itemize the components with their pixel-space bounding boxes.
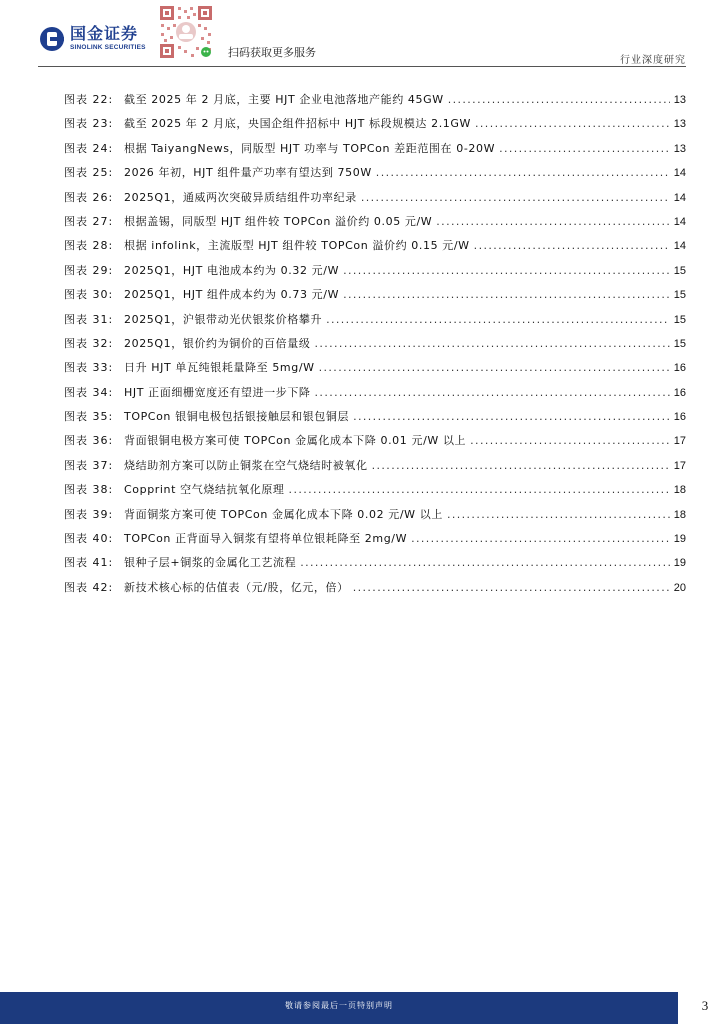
toc-entry-label: 图表 31: — [64, 312, 114, 326]
toc-entry-page: 14 — [673, 191, 686, 204]
toc-entry-title: Copprint 空气烧结抗氧化原理 — [124, 483, 285, 497]
page-header — [0, 0, 724, 70]
toc-entry-label: 图表 26: — [64, 190, 114, 204]
footer-disclaimer: 敬请参阅最后一页特别声明 — [285, 1001, 393, 1010]
toc-entry[interactable] — [64, 581, 686, 605]
toc-entry-label: 图表 30: — [64, 288, 114, 302]
toc-dot-leader — [326, 313, 670, 327]
toc-dot-leader — [475, 117, 670, 131]
toc-dot-leader — [470, 434, 670, 448]
toc-entry[interactable] — [64, 313, 686, 337]
toc-entry-title: 烧结助剂方案可以防止铜浆在空气烧结时被氧化 — [124, 458, 368, 472]
toc-entry-label: 图表 32: — [64, 336, 114, 350]
toc-entry-page: 15 — [673, 264, 686, 277]
toc-dot-leader — [343, 288, 670, 302]
toc-entry-title: 根据 TaiyangNews，同版型 HJT 功率与 TOPCon 差距范围在 0-20W — [124, 141, 496, 155]
header-divider — [38, 66, 686, 67]
logo-english-name: SINOLINK SECURITIES — [70, 44, 146, 51]
toc-entry-title: 2025Q1，通威两次突破异质结组件功率纪录 — [124, 190, 357, 204]
toc-entry-page: 18 — [673, 508, 686, 521]
toc-entry-page: 14 — [673, 167, 686, 180]
toc-entry-page: 15 — [673, 289, 686, 302]
toc-entry-page: 16 — [673, 386, 686, 399]
toc-entry-title: 背面铜浆方案可使 TOPCon 金属化成本下降 0.02 元/W 以上 — [124, 507, 443, 521]
toc-entry-page: 17 — [673, 459, 686, 472]
toc-entry-title: 截至 2025 年 2 月底，央国企组件招标中 HJT 标段规模达 2.1GW — [124, 117, 471, 131]
toc-dot-leader — [448, 93, 670, 107]
toc-entry-label: 图表 40: — [64, 532, 114, 546]
toc-entry-label: 图表 35: — [64, 410, 114, 424]
toc-entry-title: TOPCon 银铜电极包括银接触层和银包铜层 — [124, 410, 350, 424]
toc-entry-page: 19 — [673, 533, 686, 546]
toc-entry-title: 截至 2025 年 2 月底，主要 HJT 企业电池落地产能约 45GW — [124, 93, 444, 106]
toc-entry[interactable] — [64, 532, 686, 556]
toc-entry-page: 20 — [673, 581, 686, 594]
toc-entry[interactable] — [64, 556, 686, 580]
toc-entry-title: 2025Q1，银价约为铜价的百倍量级 — [124, 336, 311, 350]
figure-list — [64, 93, 686, 605]
toc-dot-leader — [289, 483, 670, 497]
toc-entry-page: 15 — [673, 313, 686, 326]
toc-dot-leader — [411, 532, 670, 546]
report-category-label: 行业深度研究 — [620, 55, 686, 66]
toc-dot-leader — [436, 215, 669, 229]
toc-dot-leader — [353, 581, 670, 595]
toc-entry[interactable] — [64, 434, 686, 458]
logo-chinese-name: 国金证券 — [70, 24, 139, 43]
toc-entry[interactable] — [64, 93, 686, 117]
toc-entry-title: 2025Q1，HJT 组件成本约为 0.73 元/W — [124, 288, 340, 302]
toc-entry-page: 16 — [673, 362, 686, 375]
toc-entry-page: 13 — [673, 118, 686, 131]
toc-entry-page: 18 — [673, 484, 686, 497]
toc-entry-title: 银种子层+铜浆的金属化工艺流程 — [124, 556, 297, 570]
toc-entry-title: 背面银铜电极方案可使 TOPCon 金属化成本下降 0.01 元/W 以上 — [124, 434, 467, 448]
toc-entry-page: 19 — [673, 557, 686, 570]
toc-entry[interactable] — [64, 264, 686, 288]
toc-dot-leader — [315, 386, 670, 400]
toc-entry[interactable] — [64, 239, 686, 263]
toc-entry-title: 根据盖锡，同版型 HJT 组件较 TOPCon 溢价约 0.05 元/W — [124, 214, 433, 228]
toc-dot-leader — [376, 166, 670, 180]
toc-entry[interactable] — [64, 337, 686, 361]
logo-mark-icon — [40, 27, 64, 51]
toc-entry[interactable] — [64, 459, 686, 483]
toc-entry-label: 图表 36: — [64, 434, 114, 448]
toc-entry-label: 图表 25: — [64, 166, 114, 180]
toc-entry-title: 2025Q1，沪银带动光伏银浆价格攀升 — [124, 312, 323, 326]
toc-dot-leader — [499, 142, 670, 156]
brand-logo — [40, 26, 146, 52]
toc-entry-label: 图表 41: — [64, 556, 114, 570]
toc-entry-label: 图表 34: — [64, 385, 114, 399]
toc-dot-leader — [353, 410, 670, 424]
toc-entry-page: 16 — [673, 411, 686, 424]
toc-entry-label: 图表 29: — [64, 263, 114, 277]
toc-entry-label: 图表 24: — [64, 141, 114, 155]
qr-code-icon — [158, 4, 214, 60]
toc-entry-page: 14 — [673, 240, 686, 253]
toc-dot-leader — [372, 459, 670, 473]
toc-entry-label: 图表 42: — [64, 580, 114, 594]
toc-entry-label: 图表 27: — [64, 214, 114, 228]
toc-entry-label: 图表 28: — [64, 239, 114, 253]
toc-entry-page: 14 — [673, 215, 686, 228]
toc-entry[interactable] — [64, 215, 686, 239]
toc-entry[interactable] — [64, 386, 686, 410]
toc-dot-leader — [343, 264, 670, 278]
toc-dot-leader — [361, 191, 670, 205]
toc-entry-page: 13 — [673, 142, 686, 155]
toc-entry[interactable] — [64, 508, 686, 532]
toc-entry-page: 17 — [673, 435, 686, 448]
toc-entry[interactable] — [64, 117, 686, 141]
toc-entry-page: 13 — [673, 94, 686, 106]
toc-dot-leader — [447, 508, 670, 522]
toc-entry[interactable] — [64, 142, 686, 166]
toc-entry-label: 图表 23: — [64, 117, 114, 131]
toc-entry-title: 日升 HJT 单瓦纯银耗量降至 5mg/W — [124, 361, 315, 375]
toc-entry-title: HJT 正面细栅宽度还有望进一步下降 — [124, 385, 311, 399]
toc-dot-leader — [319, 361, 670, 375]
toc-entry[interactable] — [64, 483, 686, 507]
toc-entry-title: 2026 年初，HJT 组件量产功率有望达到 750W — [124, 166, 372, 180]
toc-entry-label: 图表 38: — [64, 483, 114, 497]
toc-entry[interactable] — [64, 191, 686, 215]
toc-entry-title: 根据 infolink，主流版型 HJT 组件较 TOPCon 溢价约 0.15 元/W — [124, 239, 470, 253]
toc-entry-title: 2025Q1，HJT 电池成本约为 0.32 元/W — [124, 263, 340, 277]
toc-entry[interactable] — [64, 361, 686, 385]
toc-entry-title: TOPCon 正背面导入铜浆有望将单位银耗降至 2mg/W — [124, 532, 408, 546]
toc-dot-leader — [300, 556, 670, 570]
toc-entry[interactable] — [64, 166, 686, 190]
toc-entry-label: 图表 39: — [64, 507, 114, 521]
toc-entry-label: 图表 33: — [64, 361, 114, 375]
toc-entry-page: 15 — [673, 337, 686, 350]
toc-entry-label: 图表 37: — [64, 458, 114, 472]
page-number: 3 — [701, 998, 709, 1013]
toc-entry-label: 图表 22: — [64, 93, 114, 106]
toc-entry[interactable] — [64, 410, 686, 434]
scan-prompt: 扫码获取更多服务 — [228, 46, 316, 59]
toc-entry-title: 新技术核心标的估值表（元/股，亿元，倍） — [124, 580, 349, 594]
toc-dot-leader — [474, 239, 670, 253]
toc-entry[interactable] — [64, 288, 686, 312]
toc-dot-leader — [314, 337, 669, 351]
